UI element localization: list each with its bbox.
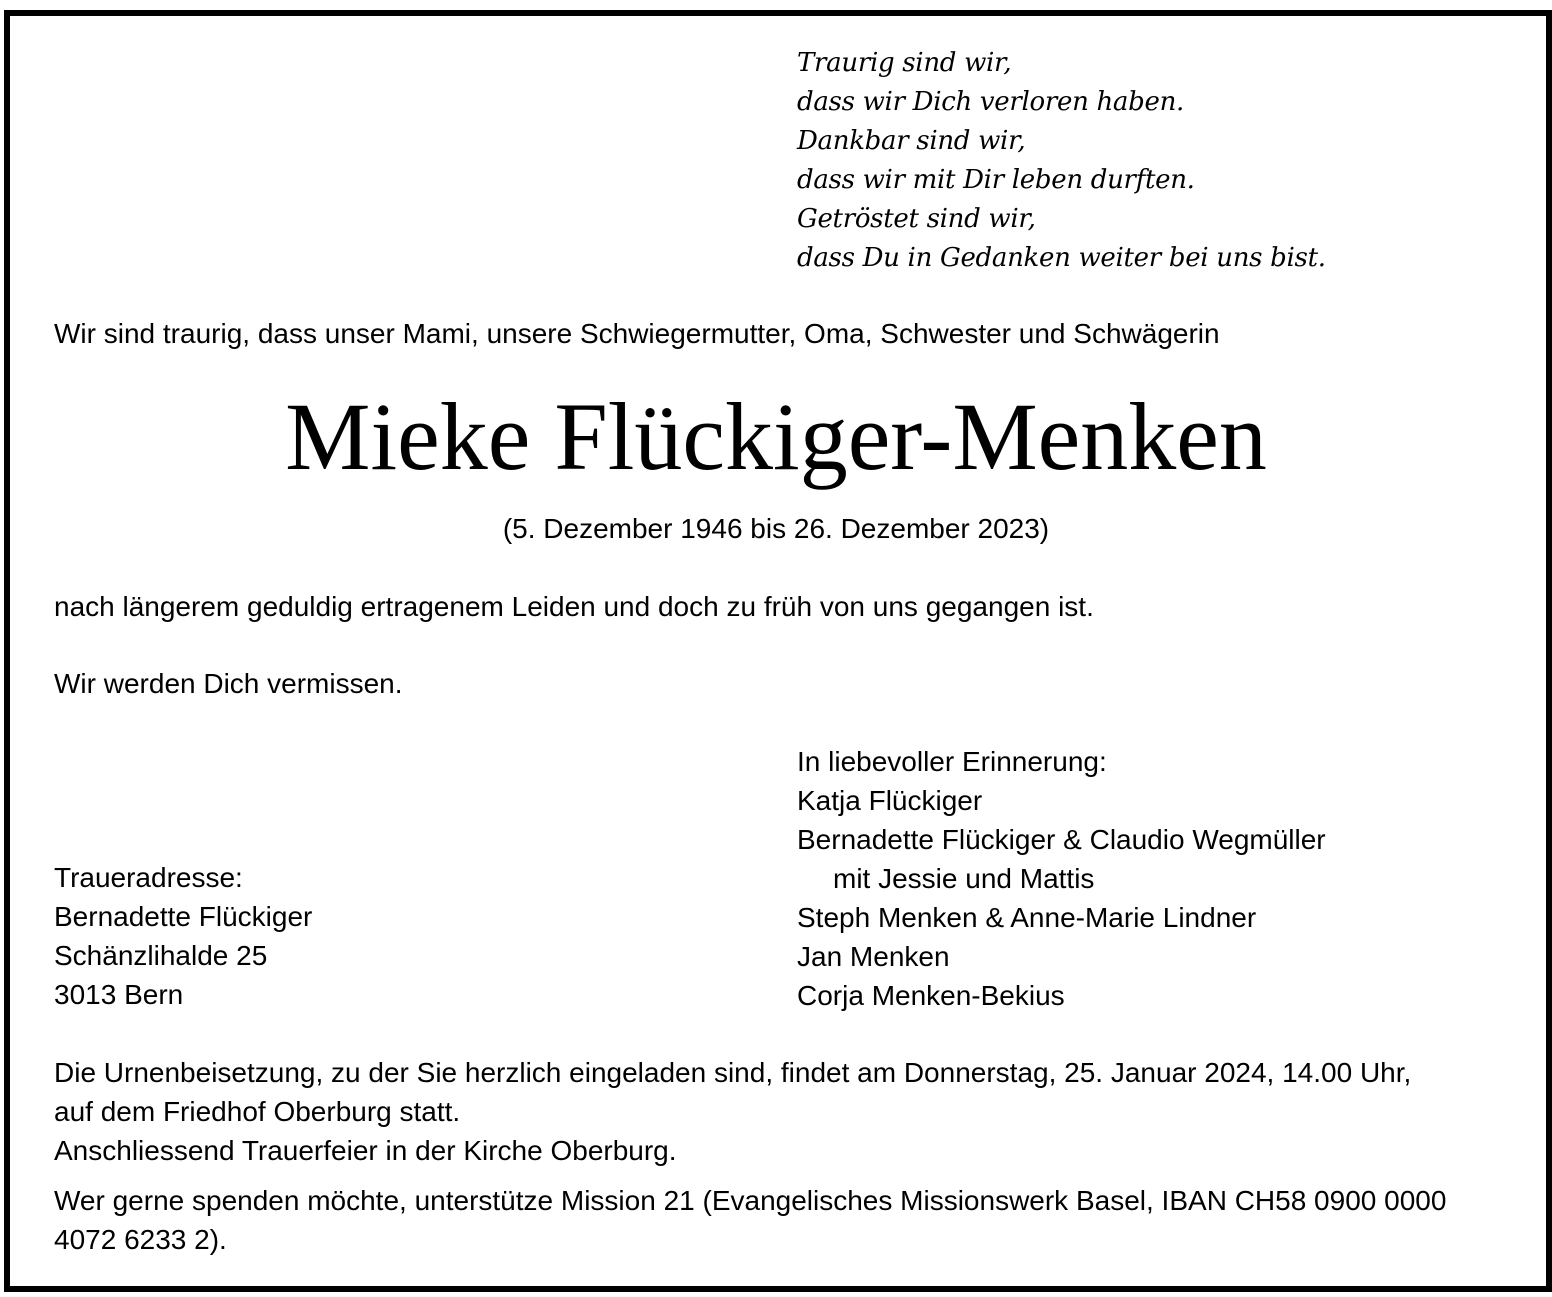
survivor-name: Bernadette Flückiger & Claudio Wegmüller — [797, 824, 1326, 855]
miss-text: Wir werden Dich vermissen. — [54, 668, 403, 699]
survivor-name: Jan Menken — [797, 941, 950, 972]
survivor-name: mit Jessie und Mattis — [833, 863, 1095, 894]
intro-text: Wir sind traurig, dass unser Mami, unsere Schwiegermutter, Oma, Schwester und Schwägerin — [54, 318, 1220, 349]
deceased-name: Mieke Flückiger-Menken — [285, 383, 1267, 490]
donation-info — [54, 1181, 1446, 1259]
passing-text: nach längerem geduldig ertragenem Leiden und doch zu früh von uns gegangen ist. — [54, 591, 1094, 622]
address-name: Bernadette Flückiger — [54, 901, 313, 932]
survivor-name: Steph Menken & Anne-Marie Lindner — [797, 902, 1257, 933]
poem-line: dass wir mit Dir leben durften. — [797, 165, 1195, 195]
life-dates: (5. Dezember 1946 bis 26. Dezember 2023) — [502, 513, 1050, 544]
mourning-address — [54, 858, 312, 1014]
poem-line: Getröstet sind wir, — [797, 204, 1036, 234]
poem-line: Dankbar sind wir, — [797, 126, 1026, 156]
ceremony-line: Die Urnenbeisetzung, zu der Sie herzlich eingeladen sind, findet am Donnerstag, 25. Januar 2024, 14.00 Uhr, — [54, 1057, 1412, 1088]
address-city: 3013 Bern — [54, 979, 184, 1010]
ceremony-line: Anschliessend Trauerfeier in der Kirche Oberburg. — [54, 1135, 677, 1166]
poem-line: dass wir Dich verloren haben. — [797, 87, 1184, 117]
address-label: Traueradresse: — [54, 862, 243, 893]
survivors-list — [797, 742, 1326, 1015]
poem-line: dass Du in Gedanken weiter bei uns bist. — [797, 243, 1326, 273]
poem — [797, 44, 1326, 278]
donation-line: Wer gerne spenden möchte, unterstütze Mission 21 (Evangelisches Missionswerk Basel, IBAN CH58 0900 0000 — [54, 1185, 1447, 1216]
survivor-name: Corja Menken-Bekius — [797, 980, 1065, 1011]
donation-line: 4072 6233 2). — [54, 1224, 227, 1255]
address-street: Schänzlihalde 25 — [54, 940, 268, 971]
survivor-name: Katja Flückiger — [797, 785, 983, 816]
ceremony-line: auf dem Friedhof Oberburg statt. — [54, 1096, 461, 1127]
survivors-heading: In liebevoller Erinnerung: — [797, 746, 1107, 777]
poem-line: Traurig sind wir, — [797, 48, 1012, 78]
ceremony-info — [54, 1053, 1411, 1170]
